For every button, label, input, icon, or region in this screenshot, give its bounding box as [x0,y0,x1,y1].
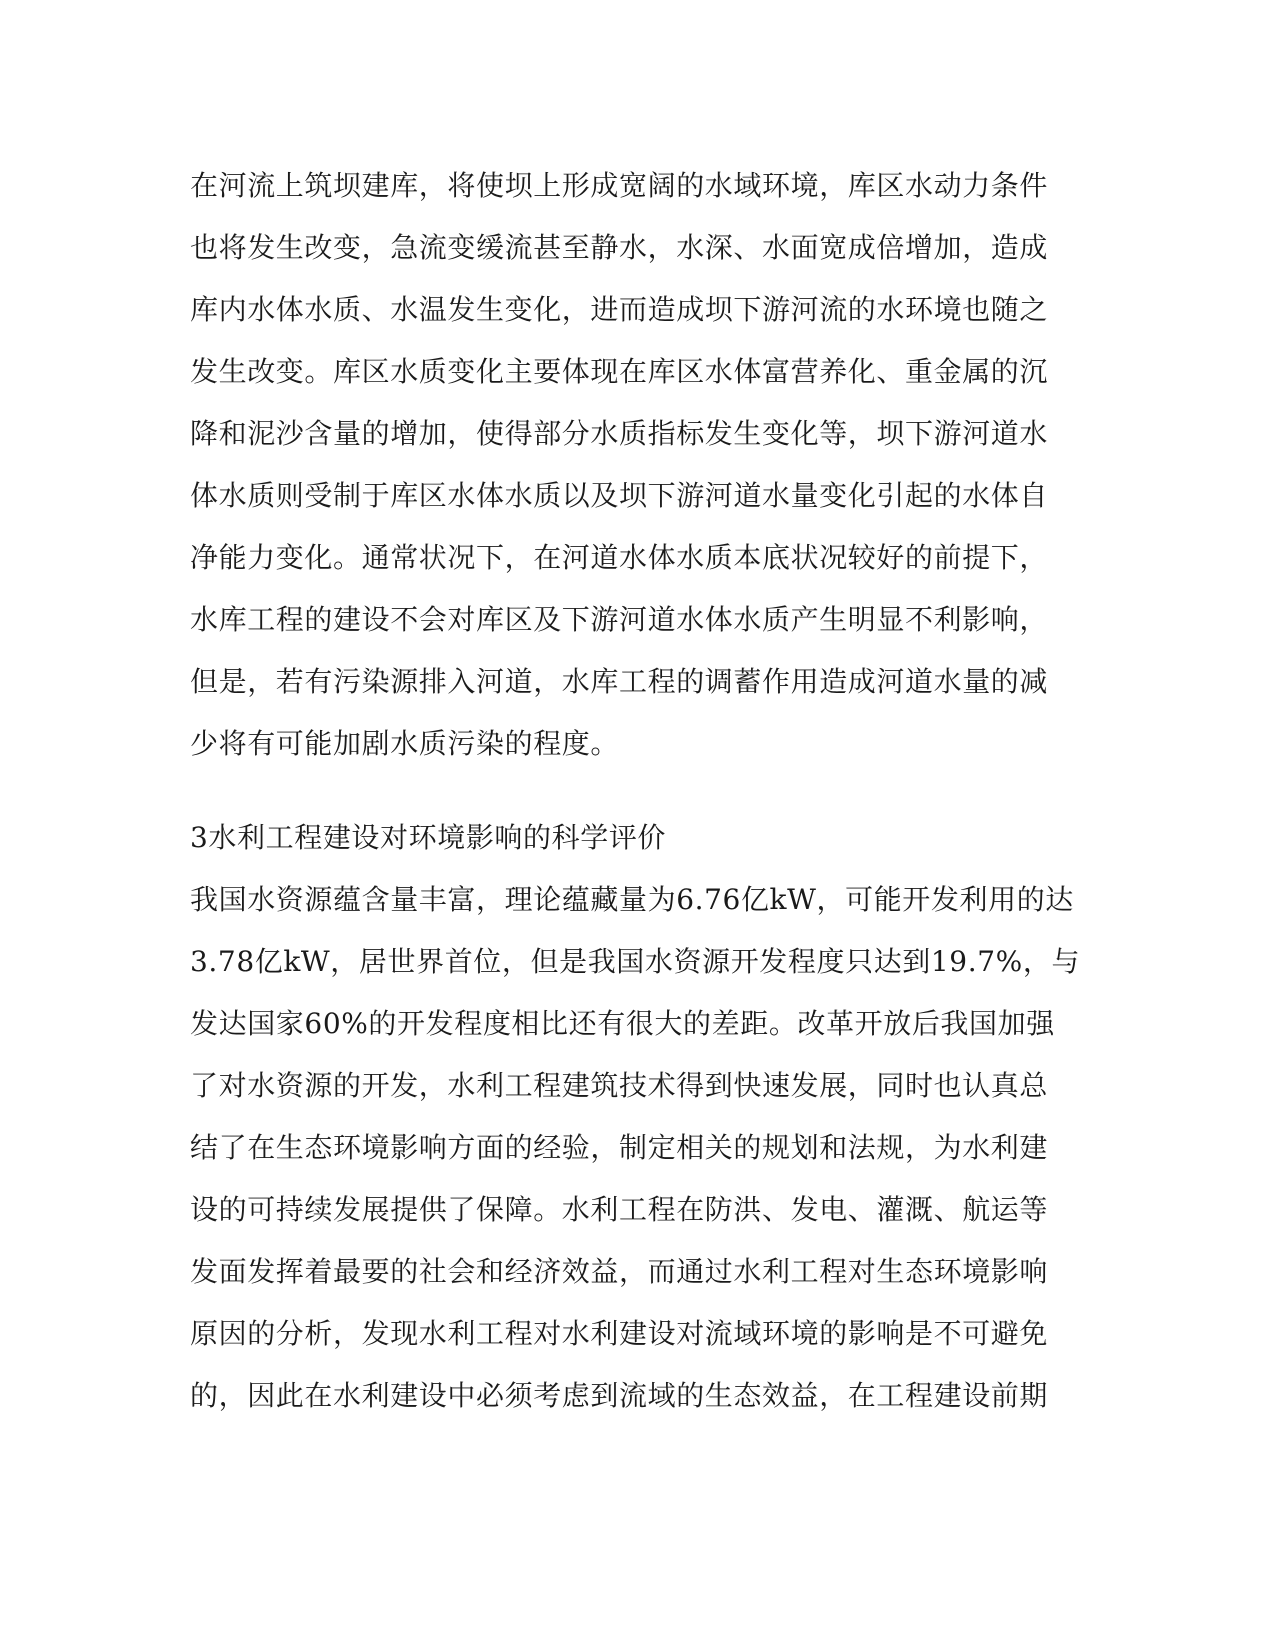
text-line: 库内水体水质、水温发生变化，进而造成坝下游河流的水环境也随之 [190,293,1049,326]
text-line: 的，因此在水利建设中必须考虑到流域的生态效益，在工程建设前期 [190,1379,1049,1412]
paragraph-water-quality [190,155,1070,775]
text-line: 降和泥沙含量的增加，使得部分水质指标发生变化等，坝下游河道水 [190,417,1049,450]
section-heading [190,807,1070,869]
text-line: 但是，若有污染源排入河道，水库工程的调蓄作用造成河道水量的减 [190,665,1049,698]
paragraph-water-resources [190,869,1081,1427]
text-line: 了对水资源的开发，水利工程建筑技术得到快速发展，同时也认真总 [190,1069,1049,1102]
text-line: 在河流上筑坝建库，将使坝上形成宽阔的水域环境，库区水动力条件 [190,169,1049,202]
text-line: 原因的分析，发现水利工程对水利建设对流域环境的影响是不可避免 [190,1317,1049,1350]
text-line: 发面发挥着最要的社会和经济效益，而通过水利工程对生态环境影响 [190,1255,1049,1288]
text-line: 结了在生态环境影响方面的经验，制定相关的规划和法规，为水利建 [190,1131,1049,1164]
text-line: 净能力变化。通常状况下，在河道水体水质本底状况较好的前提下， [190,541,1049,574]
text-line: 水库工程的建设不会对库区及下游河道水体水质产生明显不利影响， [190,603,1049,636]
text-line: 发达国家60%的开发程度相比还有很大的差距。改革开放后我国加强 [190,1007,1055,1040]
text-line: 3.78亿kW，居世界首位，但是我国水资源开发程度只达到19.7%，与 [190,945,1081,978]
section-heading-text: 3水利工程建设对环境影响的科学评价 [190,821,667,854]
text-line: 也将发生改变，急流变缓流甚至静水，水深、水面宽成倍增加，造成 [190,231,1049,264]
text-line: 我国水资源蕴含量丰富，理论蕴藏量为6.76亿kW，可能开发利用的达 [190,883,1074,916]
text-line: 发生改变。库区水质变化主要体现在库区水体富营养化、重金属的沉 [190,355,1049,388]
text-line: 体水质则受制于库区水体水质以及坝下游河道水量变化引起的水体自 [190,479,1049,512]
text-line: 少将有可能加剧水质污染的程度。 [190,727,620,760]
text-line: 设的可持续发展提供了保障。水利工程在防洪、发电、灌溉、航运等 [190,1193,1049,1226]
